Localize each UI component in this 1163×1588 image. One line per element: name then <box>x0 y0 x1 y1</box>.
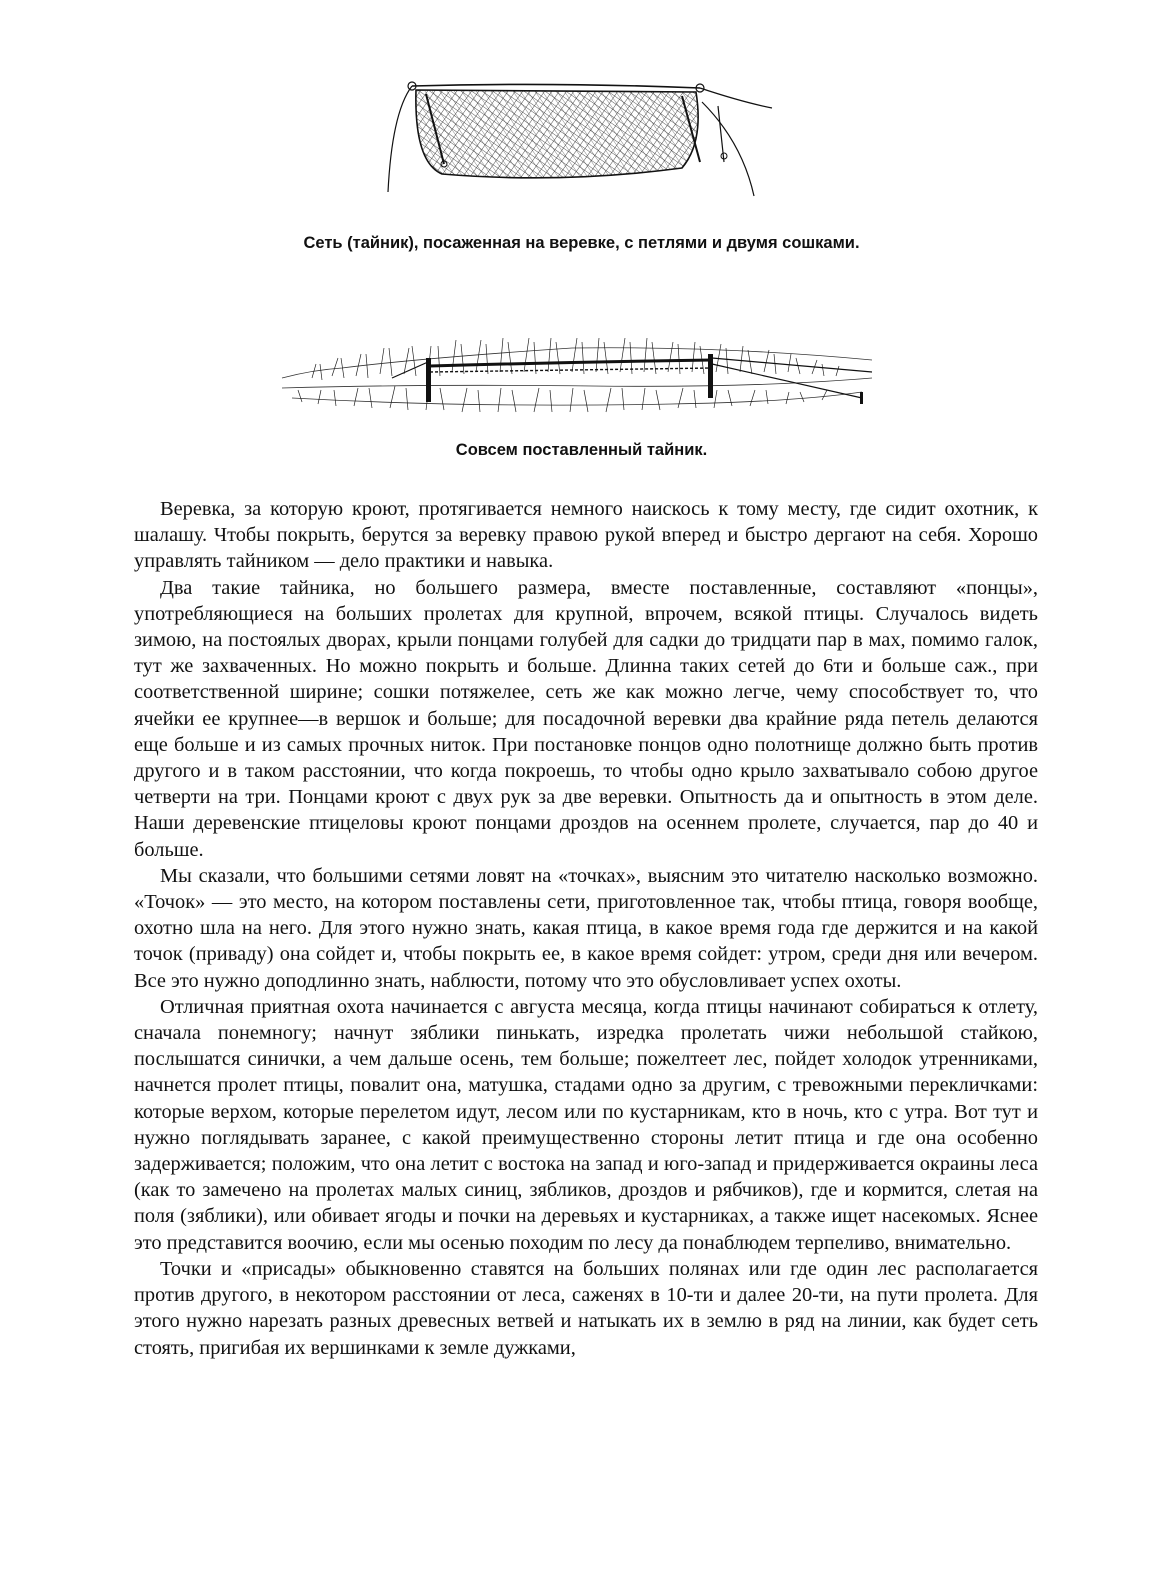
paragraph: Отличная приятная охота начинается с августа месяца, когда птицы начинают собираться к отлету, сначала понемногу; начнут зяблики пинькать, изредка пролетать чижи небольшой стайкою, послышатся синички, а чем дальше осень, тем больше; пожелтеет лес, пойдет холодок утренниками, начнется пролет птицы, повалит она, матушка, стадами одно за другим, с тревожными перекличками: которые верхом, которые перелетом идут, лесом или по кустарникам, кто в ночь, кто с утра. Вот тут и нужно поглядывать заранее, с какой преимущественно стороны летит птица и где она особенно задерживается; положим, что она летит с востока на запад и юго-запад и придерживается окраины леса (как то замечено на пролетах малых синиц, зябликов, дроздов и рябчиков), где и кормится, слетая на поля (зяблики), или обивает ягоды и почки на деревьях и кустарниках, а также ищет насекомых. Яснее это представится воочию, если мы осенью походим по лесу да понаблюдем терпеливо, внимательно. <box>134 995 1038 1254</box>
body-text <box>134 496 1038 1361</box>
figure-2-caption: Совсем поставленный тайник. <box>455 441 708 459</box>
figure-1-caption: Сеть (тайник), посаженная на веревке, с петлями и двумя сошками. <box>303 234 860 252</box>
paragraph: Веревка, за которую кроют, протягивается немного наискось к тому месту, где сидит охотник, к шалашу. Чтобы покрыть, берутся за веревку правою рукой вперед и быстро дергают на себя. Хорошо управлять тайником — дело практики и навыка. <box>134 498 1038 573</box>
paragraph: Точки и «присады» обыкновенно ставятся на больших полянах или где один лес располагается против другого, в некотором расстоянии от леса, саженях в 10-ти и далее 20-ти, на пути пролета. Для этого нужно нарезать разных древесных ветвей и натыкать их в землю в ряд на линии, как будет сеть стоять, пригибая их вершинками к земле дужками, <box>134 1257 1038 1359</box>
paragraph: Мы сказали, что большими сетями ловят на «точках», выясним это читателю насколько возможно. «Точок» — это место, на котором поставлены сети, приготовленное так, чтобы птица, говоря вообще, охотно шла на него. Для этого нужно знать, какая птица, в какое время года где держится и на какой точок (приваду) она сойдет и, чтобы покрыть ее, в какое время сойдет: утром, среди дня или вечером. Все это нужно доподлинно знать, наблюсти, потому что это обусловливает успех охоты. <box>134 864 1038 992</box>
installed-net-illustration <box>0 318 1163 418</box>
net-drawing <box>382 72 782 207</box>
net-illustration <box>0 72 1163 207</box>
paragraph: Два такие тайника, но большего размера, вместе поставленные, составляют «понцы», употребляющиеся на больших пролетах для крупной, впрочем, всякой птицы. Случалось видеть зимою, на постоялых дворах, крыли понцами голубей для садки до тридцати пар в мах, помимо галок, тут же захваченных. Но можно покрыть и больше. Длинна таких сетей до 6ти и больше саж., при соответственной ширине; сошки потяжелее, сеть же как можно легче, чему способствует то, что ячейки ее крупнее—в вершок и больше; для посадочной веревки два крайние ряда петель делаются еще больше и из самых прочных ниток. При постановке понцов одно полотнище должно быть против другого и в таком расстоянии, что когда покроешь, то чтобы одно крыло захватывало собою другое четверти на три. Понцами кроют с двух рук за две веревки. Опытность да и опытность в этом деле. Наши деревенские птицеловы кроют понцами дроздов на осеннем пролете, случается, пар до 40 и больше. <box>134 576 1038 861</box>
grass-drawing <box>272 318 892 418</box>
